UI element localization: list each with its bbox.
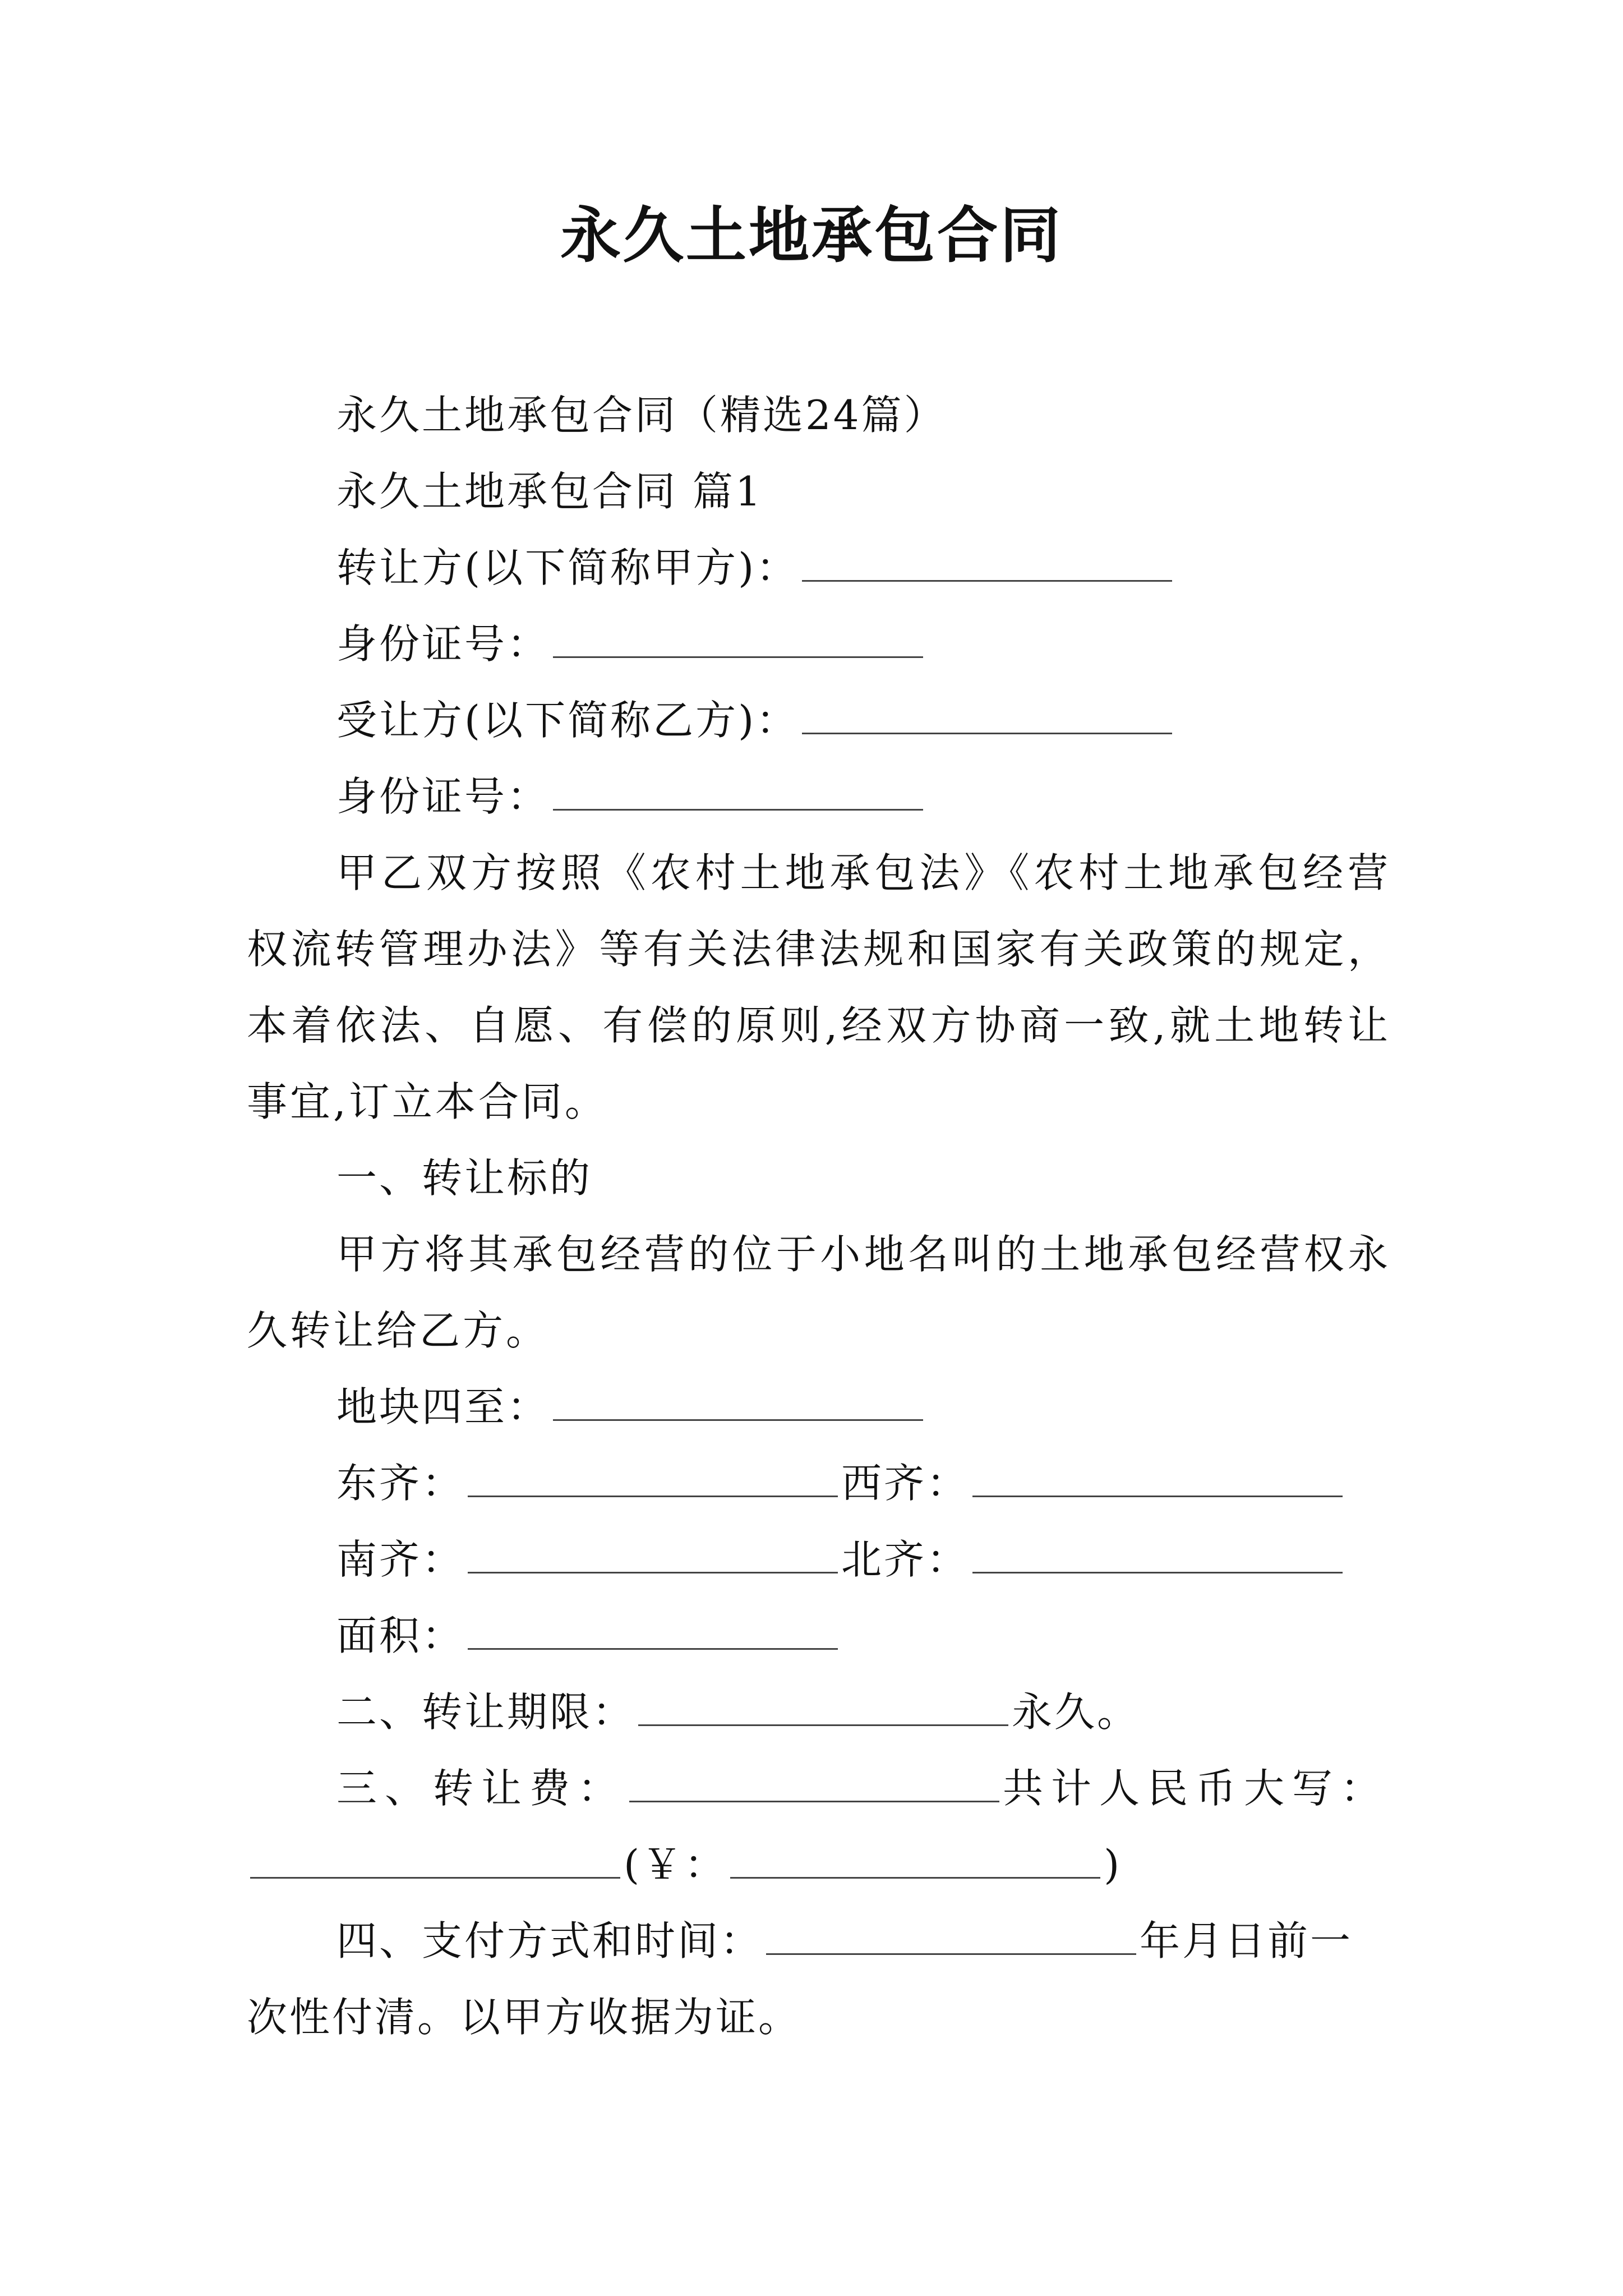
clause4-cont: 次性付清。以甲方收据为证。 [247, 1994, 801, 2041]
clause3-amount-line [247, 1826, 1391, 1903]
clause2-suffix: 永久。 [1012, 1688, 1140, 1736]
west-blank[interactable] [972, 1473, 1343, 1497]
east-blank[interactable] [468, 1473, 838, 1497]
south-label: 南齐： [336, 1536, 465, 1583]
party-b-blank[interactable] [802, 710, 1172, 734]
south-north-line [247, 1521, 1391, 1598]
plot-bounds-line [247, 1369, 1391, 1445]
id-a-blank[interactable] [553, 634, 923, 658]
clause1-title: 一、转让标的 [336, 1154, 593, 1202]
id-b-label: 身份证号： [336, 773, 550, 820]
clause4-cont-line [247, 1979, 1391, 2055]
clause2-line [247, 1674, 1391, 1750]
party-b-line [247, 682, 1391, 758]
clause3-line [247, 1750, 1391, 1826]
amount-number-blank[interactable] [730, 1855, 1100, 1879]
id-b-blank[interactable] [553, 786, 923, 811]
plot-bounds-blank[interactable] [553, 1397, 923, 1421]
preamble-paragraph: 甲乙双方按照《农村土地承包法》《农村土地承包经营权流转管理办法》等有关法律法规和国家有关政策的规定，本着依法、自愿、有偿的原则,经双方协商一致,就土地转让事宜,订立本合同。 [247, 849, 1391, 1125]
subtitle: 永久土地承包合同（精选24篇） [336, 392, 947, 439]
amount-words-blank[interactable] [250, 1855, 620, 1879]
area-label: 面积： [336, 1612, 465, 1659]
party-a-blank[interactable] [802, 558, 1172, 582]
clause4-suffix: 年月日前一 [1140, 1917, 1353, 1964]
clause3-label: 三、转让费： [336, 1765, 626, 1812]
section-heading: 永久土地承包合同 篇1 [336, 468, 763, 515]
area-line [247, 1598, 1391, 1674]
clause2-label: 二、转让期限： [336, 1688, 635, 1736]
south-blank[interactable] [468, 1549, 838, 1573]
id-b-line [247, 758, 1391, 835]
page-title: 永久土地承包合同 [560, 200, 1063, 271]
clause3-suffix: 共计人民币大写： [1003, 1765, 1389, 1812]
area-blank[interactable] [468, 1626, 838, 1650]
west-label: 西齐： [841, 1460, 970, 1507]
clause1-paragraph: 甲方将其承包经营的位于小地名叫的土地承包经营权永久转让给乙方。 [247, 1231, 1391, 1354]
yuan-open: (￥： [624, 1841, 727, 1888]
clause1-title-line [247, 1140, 1391, 1216]
clause4-line [247, 1903, 1391, 1979]
east-label: 东齐： [336, 1460, 465, 1507]
clause4-label: 四、支付方式和时间： [336, 1917, 763, 1964]
east-west-line [247, 1445, 1391, 1521]
clause4-blank[interactable] [766, 1931, 1136, 1955]
party-a-line [247, 530, 1391, 606]
document-body [247, 377, 1391, 2055]
clause3-blank[interactable] [629, 1778, 999, 1802]
id-a-line [247, 606, 1391, 682]
party-a-label: 转让方(以下简称甲方)： [336, 544, 799, 591]
north-label: 北齐： [841, 1536, 970, 1583]
yuan-close: ) [1104, 1841, 1122, 1888]
subtitle-line [247, 377, 1391, 453]
plot-bounds-label: 地块四至： [336, 1383, 550, 1430]
north-blank[interactable] [972, 1549, 1343, 1573]
id-a-label: 身份证号： [336, 620, 550, 668]
party-b-label: 受让方(以下简称乙方)： [336, 697, 799, 744]
clause2-blank[interactable] [638, 1702, 1008, 1726]
section-line [247, 453, 1391, 530]
